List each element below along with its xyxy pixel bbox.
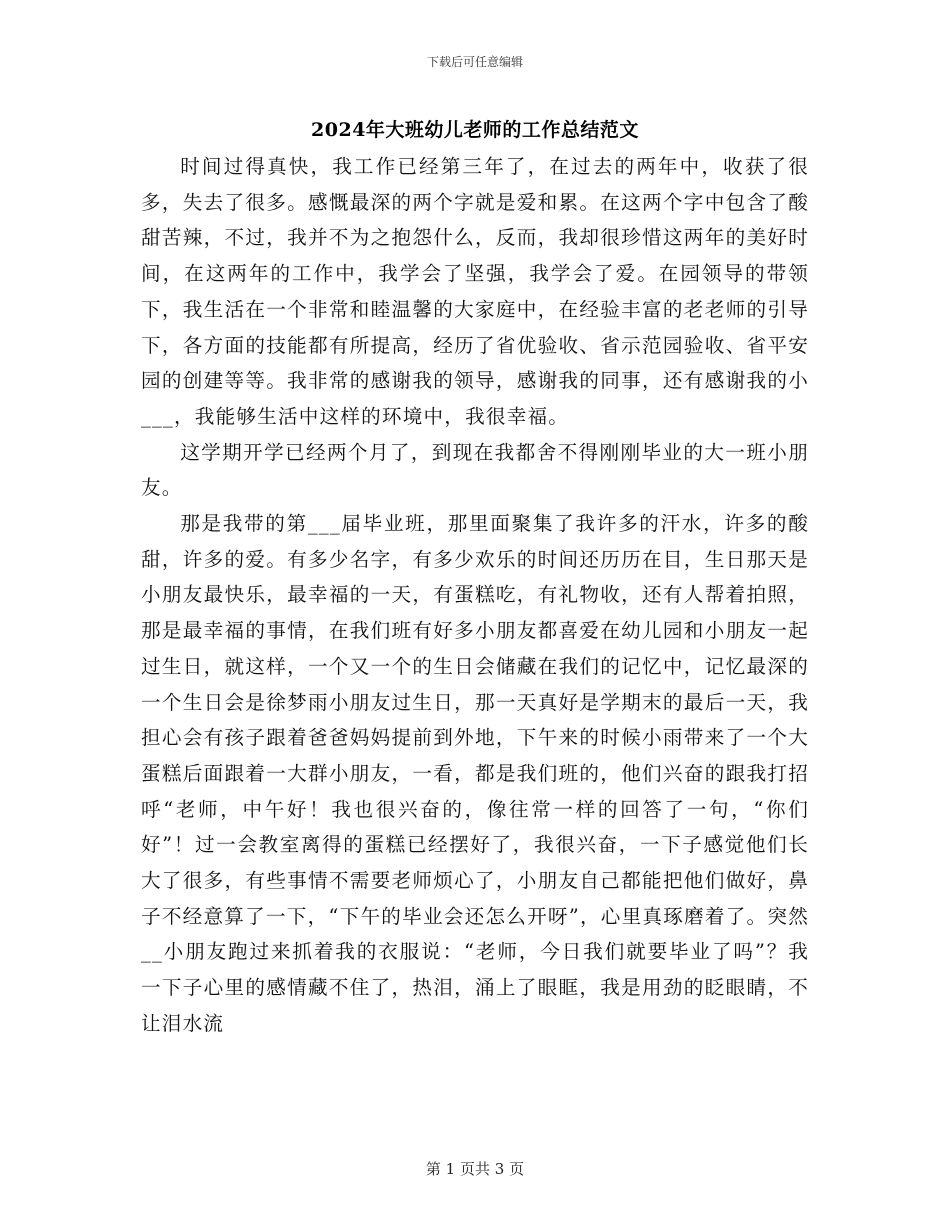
paragraph-3: 那是我带的第___届毕业班，那里面聚集了我许多的汗水，许多的酸甜，许多的爱。有多少名字，有多少欢乐的时间还历历在目，生日那天是小朋友最快乐，最幸福的一天，有蛋糕吃，有礼物收，还有人帮着拍照，那是最幸福的事情，在我们班有好多小朋友都喜爱在幼儿园和小朋友一起过生日，就这样，一个又一个的生日会储藏在我们的记忆中，记忆最深的一个生日会是徐梦雨小朋友过生日，那一天真好是学期末的最后一天，我担心会有孩子跟着爸爸妈妈提前到外地，下午来的时候小雨带来了一个大蛋糕后面跟着一大群小朋友，一看，都是我们班的，他们兴奋的跟我打招呼“老师，中午好！我也很兴奋的，像往常一样的回答了一句，“你们好”！过一会教室离得的蛋糕已经摆好了，我很兴奋，一下子感觉他们长大了很多，有些事情不需要老师烦心了，小朋友自己都能把他们做好，鼻子不经意算了一下，“下午的毕业会还怎么开呀”，心里真琢磨着了。突然__小朋友跑过来抓着我的衣服说：“老师，今日我们就要毕业了吗”？我一下子心里的感情藏不住了，热泪，涌上了眼眶，我是用劲的眨眼睛，不让泪水流	[141, 512, 809, 1035]
document-title: 2024年大班幼儿老师的工作总结范文	[311, 119, 639, 141]
paragraph-2: 这学期开学已经两个月了，到现在我都舍不得刚刚毕业的大一班小朋友。	[141, 440, 809, 500]
page-header-note: 下载后可任意编辑	[426, 55, 523, 69]
page-number-footer: 第 1 页共 3 页	[425, 1160, 525, 1178]
document-body	[141, 149, 809, 1042]
paragraph-1: 时间过得真快，我工作已经第三年了，在过去的两年中，收获了很多，失去了很多。感慨最深的两个字就是爱和累。在这两个字中包含了酸甜苦辣，不过，我并不为之抱怨什么，反而，我却很珍惜这两年的美好时间，在这两年的工作中，我学会了坚强，我学会了爱。在园领导的带领下，我生活在一个非常和睦温馨的大家庭中，在经验丰富的老老师的引导下，各方面的技能都有所提高，经历了省优验收、省示范园验收、省平安园的创建等等。我非常的感谢我的领导，感谢我的同事，还有感谢我的小___，我能够生活中这样的环境中，我很幸福。	[141, 155, 809, 428]
